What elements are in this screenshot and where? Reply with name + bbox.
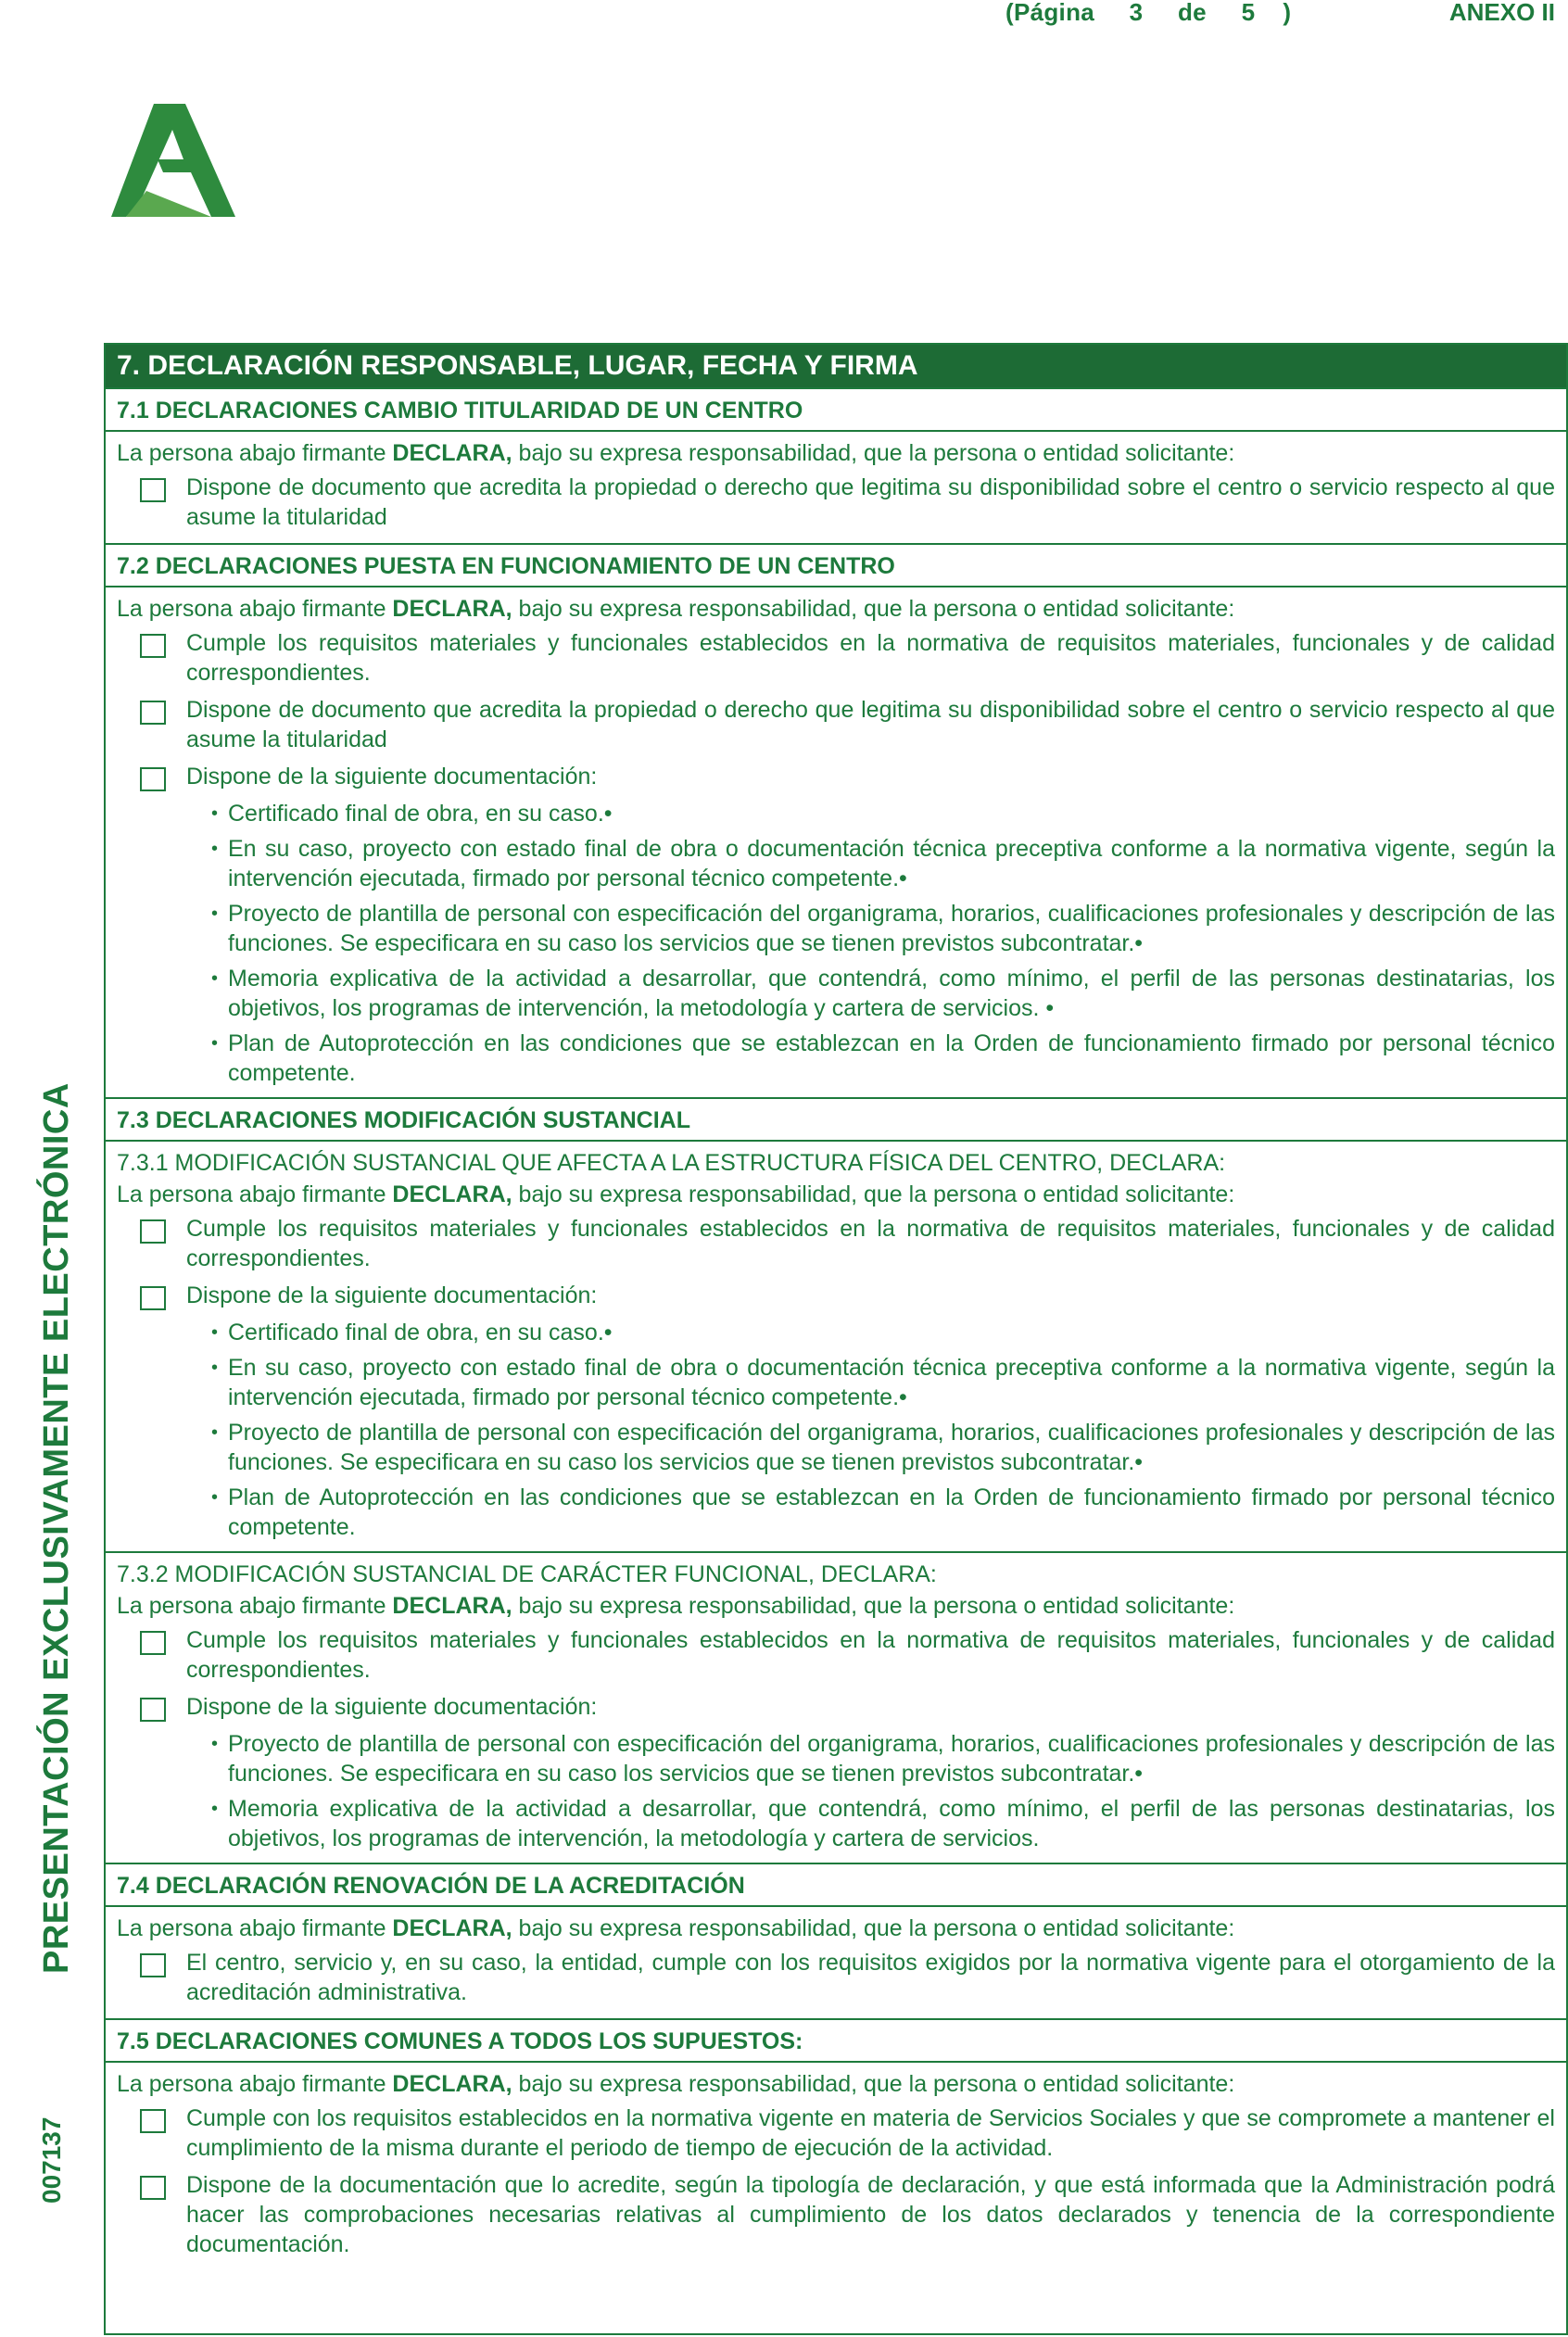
checkbox[interactable]	[140, 1219, 166, 1244]
bullet-icon: •	[211, 1422, 219, 1443]
checkbox[interactable]	[140, 2109, 166, 2133]
checkbox[interactable]	[140, 634, 166, 658]
bullet-item: • Proyecto de plantilla de personal con especificación del organigrama, horarios, cualificaciones profesionales y descripción de las funciones. Se especificara en su caso los servicios que se tienen previstos subcontratar.•	[211, 1731, 1555, 1787]
page-number: (Página 3 de 5 )	[1005, 0, 1292, 26]
checkbox[interactable]	[140, 1698, 166, 1722]
checkbox[interactable]	[140, 701, 166, 725]
bullet-item: • Memoria explicativa de la actividad a desarrollar, que contendrá, como mínimo, el perfil de las personas destinatarias, los objetivos, los programas de intervención, la metodología y cartera de servicios. •	[211, 966, 1555, 1021]
bullet-item: • En su caso, proyecto con estado final de obra o documentación técnica preceptiva conforme a la normativa vigente, según la intervención ejecutada, firmado por personal técnico competente.•	[211, 1355, 1555, 1410]
side-vertical-text: PRESENTACIÓN EXCLUSIVAMENTE ELECTRÓNICA	[37, 1082, 76, 1974]
intro-text: La persona abajo firmante DECLARA, bajo su expresa responsabilidad, que la persona o entidad solicitante:	[117, 1915, 1235, 1941]
subsection-7-5	[106, 2061, 1566, 2270]
bullet-icon: •	[211, 968, 219, 989]
bullet-icon: •	[211, 903, 219, 924]
subsection-7-3-1	[106, 1140, 1566, 1551]
checkbox-item[interactable]: Cumple los requisitos materiales y funcionales establecidos en la normativa de requisitos materiales, funcionales y de calidad correspondientes.	[117, 1625, 1555, 1685]
bullet-icon: •	[211, 1487, 219, 1508]
bullet-icon: •	[211, 839, 219, 859]
subsection-7-3-2-heading: 7.3.2 MODIFICACIÓN SUSTANCIAL DE CARÁCTER FUNCIONAL, DECLARA:	[117, 1561, 937, 1587]
subsection-7-3-2	[106, 1551, 1566, 1863]
bullet-item: • Plan de Autoprotección en las condiciones que se establezcan en la Orden de funcionamiento firmado por personal técnico competente.	[211, 1484, 1555, 1540]
form-code: 007137	[37, 2116, 66, 2204]
bullet-item: • Certificado final de obra, en su caso.•	[211, 1320, 613, 1345]
checkbox[interactable]	[140, 478, 166, 502]
intro-text: La persona abajo firmante DECLARA, bajo su expresa responsabilidad, que la persona o entidad solicitante:	[117, 2071, 1235, 2097]
subsection-7-5-title: 7.5 DECLARACIONES COMUNES A TODOS LOS SUPUESTOS:	[106, 2018, 1566, 2061]
checkbox-item[interactable]: Dispone de la siguiente documentación:	[117, 1281, 1555, 1310]
section-title: 7. DECLARACIÓN RESPONSABLE, LUGAR, FECHA Y FIRMA	[106, 345, 1566, 387]
intro-text: La persona abajo firmante DECLARA, bajo su expresa responsabilidad, que la persona o entidad solicitante:	[117, 1593, 1235, 1619]
checkbox[interactable]	[140, 767, 166, 791]
subsection-7-1-title: 7.1 DECLARACIONES CAMBIO TITULARIDAD DE UN CENTRO	[106, 387, 1566, 430]
checkbox-item[interactable]: Dispone de documento que acredita la propiedad o derecho que legitima su disponibilidad sobre el centro o servicio respecto al que asume la titularidad	[117, 695, 1555, 754]
bullet-icon: •	[211, 1358, 219, 1378]
intro-text: La persona abajo firmante DECLARA, bajo su expresa responsabilidad, que la persona o entidad solicitante:	[117, 596, 1235, 622]
subsection-7-1	[106, 430, 1566, 543]
bullet-icon: •	[211, 1322, 219, 1343]
bullet-icon: •	[211, 1734, 219, 1754]
intro-text: La persona abajo firmante DECLARA, bajo su expresa responsabilidad, que la persona o entidad solicitante:	[117, 1181, 1235, 1207]
checkbox[interactable]	[140, 2176, 166, 2200]
bullet-item: • Certificado final de obra, en su caso.•	[211, 801, 613, 827]
checkbox-item[interactable]: El centro, servicio y, en su caso, la entidad, cumple con los requisitos exigidos por la normativa vigente para el otorgamiento de la acreditación administrativa.	[117, 1948, 1555, 2007]
subsection-7-2-title: 7.2 DECLARACIONES PUESTA EN FUNCIONAMIENTO DE UN CENTRO	[106, 543, 1566, 586]
bullet-icon: •	[211, 1033, 219, 1054]
bullet-icon: •	[211, 803, 219, 824]
subsection-7-3-1-heading: 7.3.1 MODIFICACIÓN SUSTANCIAL QUE AFECTA A LA ESTRUCTURA FÍSICA DEL CENTRO, DECLARA:	[117, 1150, 1226, 1176]
checkbox-item[interactable]: Cumple los requisitos materiales y funcionales establecidos en la normativa de requisitos materiales, funcionales y de calidad correspondientes.	[117, 1214, 1555, 1273]
checkbox-item[interactable]: Cumple los requisitos materiales y funcionales establecidos en la normativa de requisitos materiales, funcionales y de calidad correspondientes.	[117, 628, 1555, 688]
checkbox-item[interactable]: Dispone de la siguiente documentación:	[117, 762, 1555, 791]
checkbox[interactable]	[140, 1631, 166, 1655]
bullet-item: • Proyecto de plantilla de personal con especificación del organigrama, horarios, cualificaciones profesionales y descripción de las funciones. Se especificara en su caso los servicios que se tienen previstos subcontratar.•	[211, 901, 1555, 956]
checkbox-item[interactable]: Cumple con los requisitos establecidos en la normativa vigente en materia de Servicios Sociales y que se compromete a mantener el cumplimiento de la misma durante el periodo de tiempo de ejecución de la actividad.	[117, 2103, 1555, 2163]
bullet-item: • Memoria explicativa de la actividad a desarrollar, que contendrá, como mínimo, el perfil de las personas destinatarias, los objetivos, los programas de intervención, la metodología y cartera de servicios.	[211, 1796, 1555, 1851]
bullet-item: • Plan de Autoprotección en las condiciones que se establezcan en la Orden de funcionamiento firmado por personal técnico competente.	[211, 1030, 1555, 1086]
checkbox[interactable]	[140, 1953, 166, 1977]
checkbox-item[interactable]: Dispone de documento que acredita la propiedad o derecho que legitima su disponibilidad sobre el centro o servicio respecto al que asume la titularidad	[117, 473, 1555, 532]
checkbox[interactable]	[140, 1286, 166, 1310]
annex-label: ANEXO II	[1448, 0, 1555, 26]
checkbox-item[interactable]: Dispone de la siguiente documentación:	[117, 1692, 1555, 1722]
bullet-item: • En su caso, proyecto con estado final de obra o documentación técnica preceptiva conforme a la normativa vigente, según la intervención ejecutada, firmado por personal técnico competente.•	[211, 836, 1555, 891]
declaration-form	[104, 343, 1568, 2335]
bullet-icon: •	[211, 1799, 219, 1819]
bullet-item: • Proyecto de plantilla de personal con especificación del organigrama, horarios, cualificaciones profesionales y descripción de las funciones. Se especificara en su caso los servicios que se tienen previstos subcontratar.•	[211, 1420, 1555, 1475]
checkbox-item[interactable]: Dispone de la documentación que lo acredite, según la tipología de declaración, y que está informada que la Administración podrá hacer las comprobaciones necesarias relativas al cumplimiento de los datos declarados y tenencia de la correspondiente documentación.	[117, 2170, 1555, 2259]
intro-text: La persona abajo firmante DECLARA, bajo su expresa responsabilidad, que la persona o entidad solicitante:	[117, 440, 1235, 466]
page-header	[0, 0, 1568, 37]
subsection-7-2	[106, 586, 1566, 1097]
subsection-7-3-title: 7.3 DECLARACIONES MODIFICACIÓN SUSTANCIAL	[106, 1097, 1566, 1140]
subsection-7-4-title: 7.4 DECLARACIÓN RENOVACIÓN DE LA ACREDITACIÓN	[106, 1863, 1566, 1905]
junta-andalucia-logo	[109, 102, 237, 219]
subsection-7-4	[106, 1905, 1566, 2018]
